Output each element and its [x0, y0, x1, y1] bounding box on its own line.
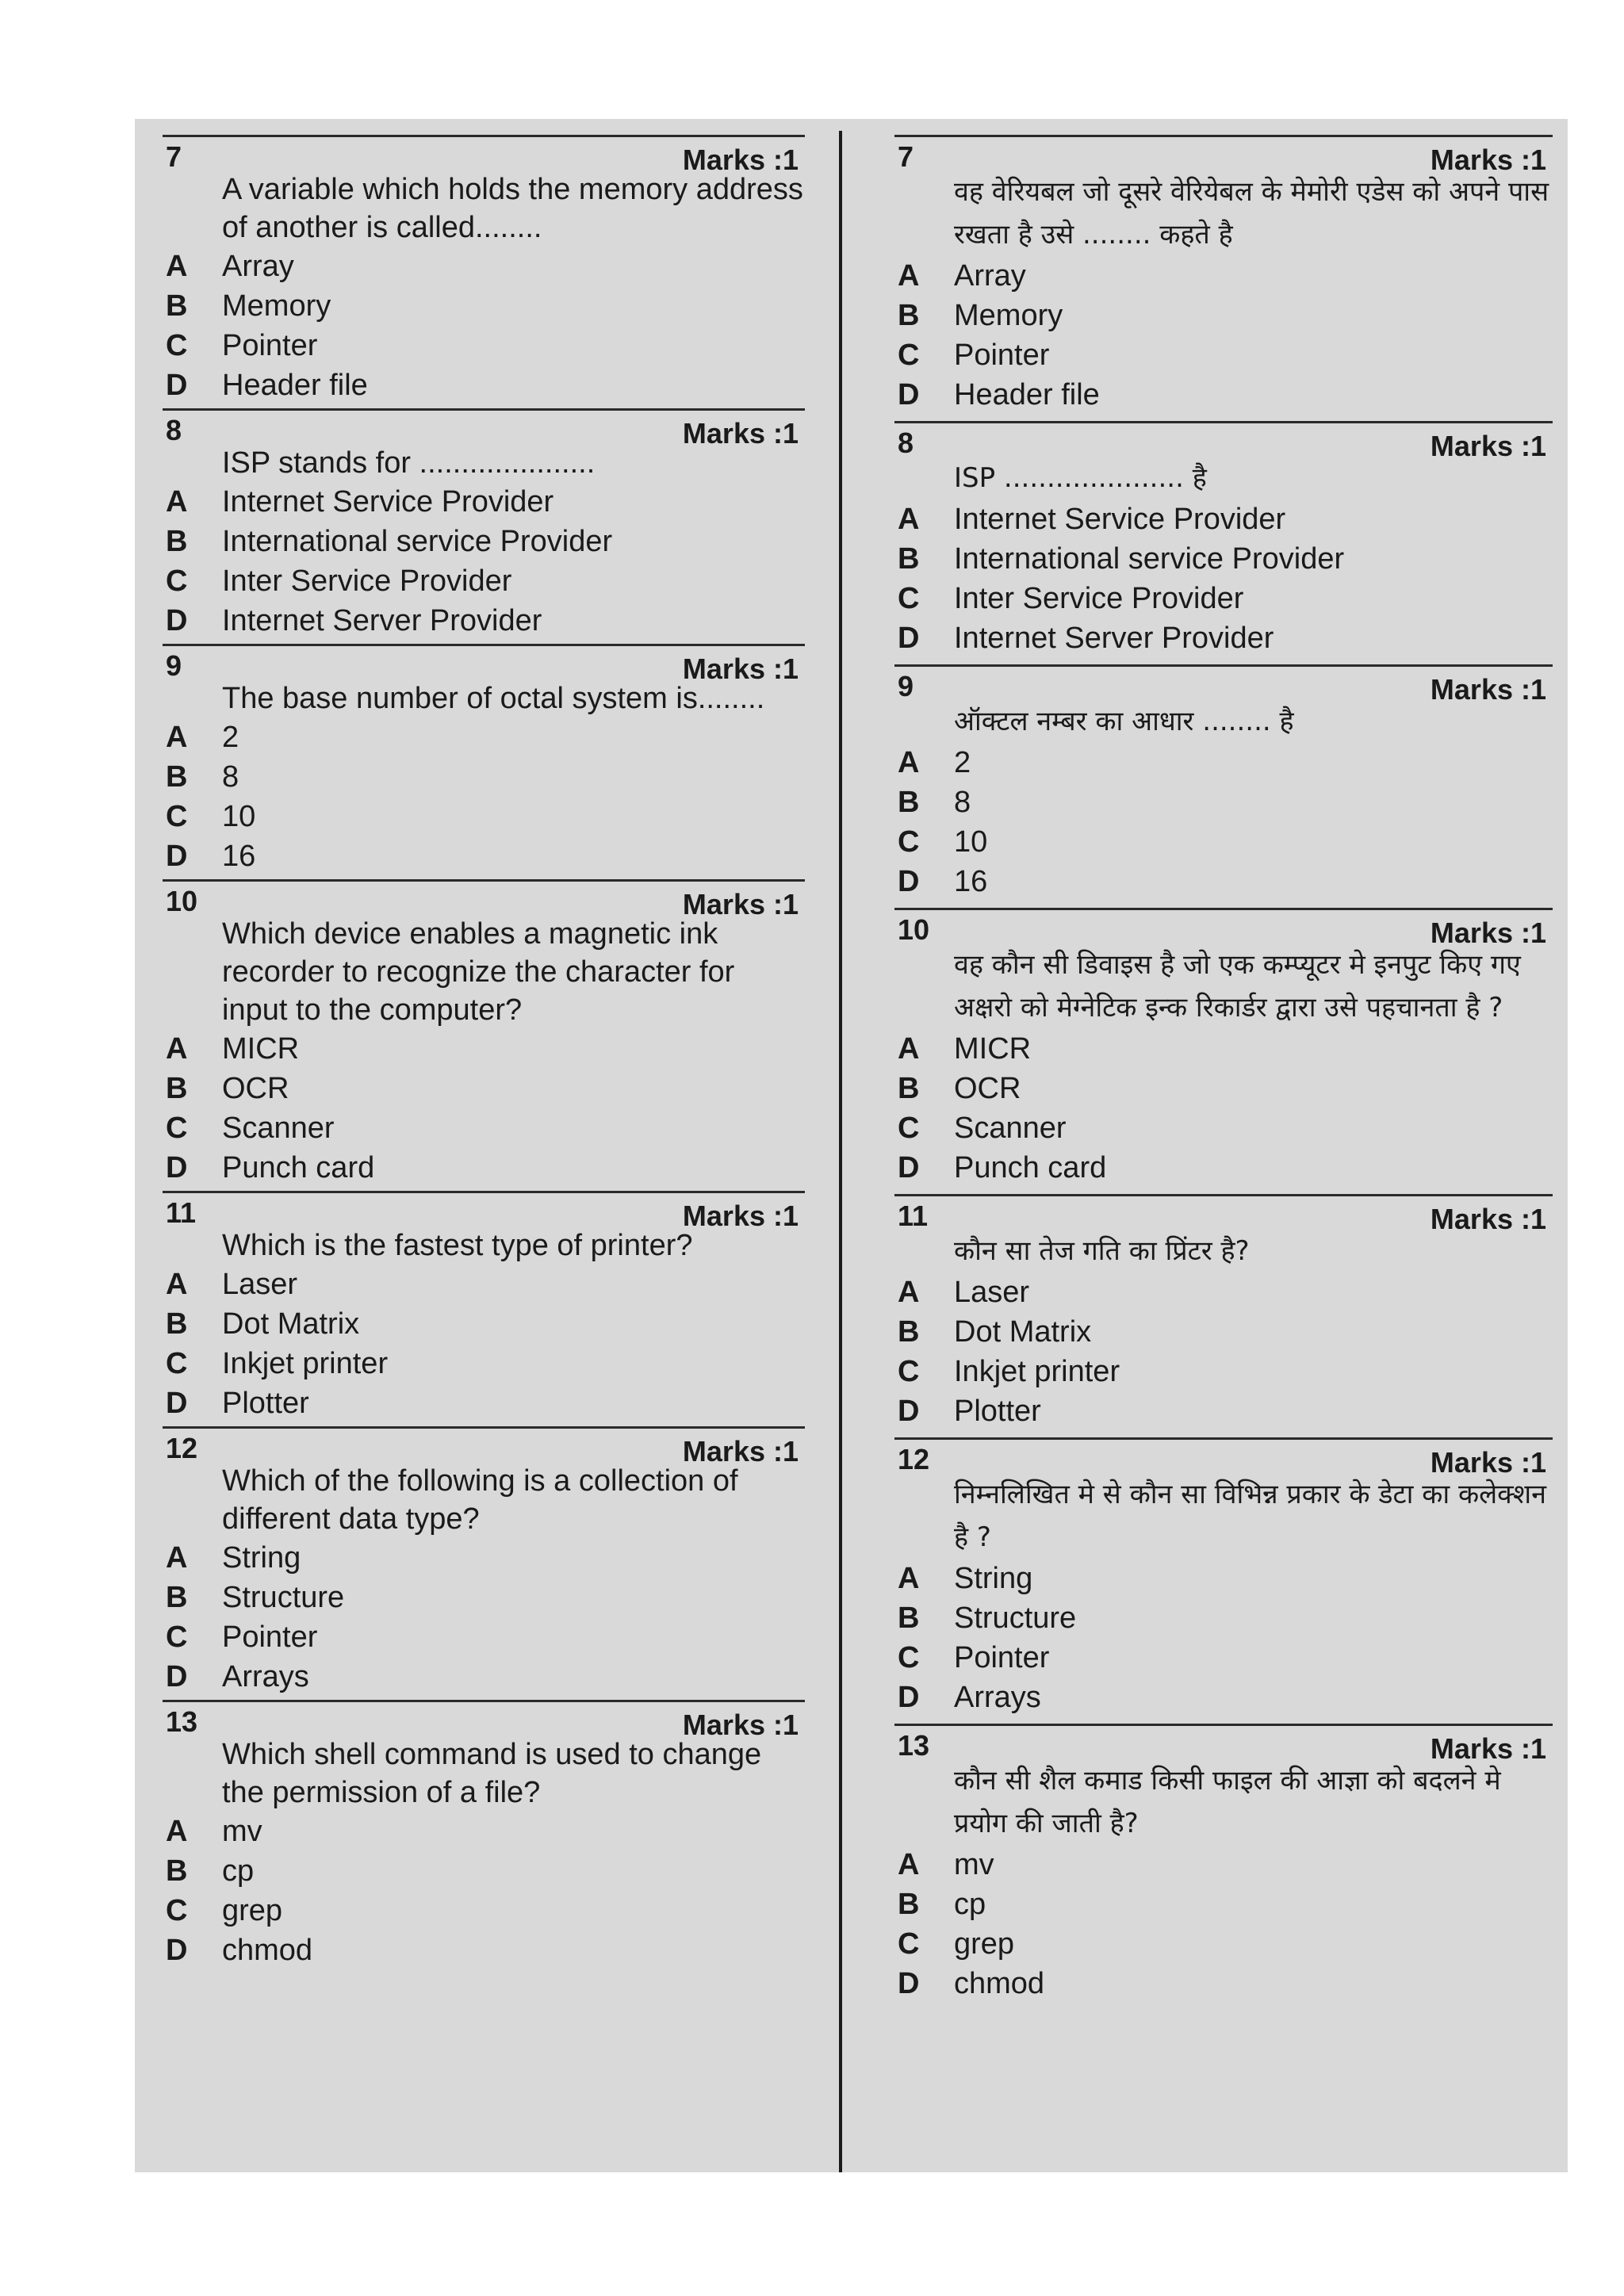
- option-a: [163, 482, 805, 522]
- option-text: Internet Server Provider: [954, 621, 1274, 655]
- question-number: 11: [898, 1200, 929, 1232]
- option-b: [163, 1578, 805, 1617]
- option-letter: C: [166, 1893, 188, 1927]
- option-a: [163, 1538, 805, 1578]
- question-number: 9: [898, 670, 914, 702]
- option-d: [163, 1657, 805, 1697]
- option-letter: D: [166, 368, 188, 402]
- option-text: String: [954, 1561, 1033, 1595]
- option-text: Inter Service Provider: [954, 581, 1244, 615]
- option-text: 10: [954, 825, 988, 859]
- option-c: [163, 1344, 805, 1383]
- question-number: 12: [898, 1443, 930, 1475]
- option-b: [894, 1069, 1553, 1108]
- question-text: कौन सी शैल कमाड किसी फाइल की आज्ञा को बदलने मे प्रयोग की जाती है?: [954, 1765, 1501, 1839]
- option-letter: D: [898, 621, 920, 655]
- option-letter: B: [898, 1071, 920, 1105]
- option-a: [894, 1559, 1553, 1598]
- option-text: Laser: [954, 1275, 1030, 1309]
- option-c: [163, 326, 805, 365]
- option-letter: C: [898, 581, 920, 615]
- option-text: Inkjet printer: [222, 1346, 389, 1380]
- option-letter: D: [898, 1394, 920, 1428]
- option-text: Header file: [954, 377, 1100, 411]
- option-letter: A: [898, 502, 920, 536]
- option-b: [163, 1069, 805, 1108]
- option-letter: C: [166, 564, 188, 598]
- option-text: cp: [222, 1854, 255, 1888]
- option-letter: B: [898, 785, 920, 819]
- question-number: 10: [166, 885, 198, 917]
- option-text: Plotter: [222, 1386, 309, 1420]
- option-text: MICR: [222, 1031, 300, 1066]
- option-letter: A: [898, 1275, 920, 1309]
- question-marks: Marks :1: [1430, 916, 1546, 949]
- option-letter: B: [898, 1314, 920, 1349]
- option-b: [894, 1598, 1553, 1638]
- option-text: String: [222, 1540, 301, 1575]
- question-13: [163, 1700, 805, 1970]
- option-d: [894, 375, 1553, 415]
- option-text: Scanner: [222, 1111, 335, 1145]
- question-7: [163, 135, 805, 408]
- option-text: Array: [222, 249, 294, 283]
- option-letter: A: [898, 258, 920, 293]
- option-text: Punch card: [954, 1150, 1107, 1184]
- option-letter: C: [898, 1640, 920, 1674]
- option-b: [163, 522, 805, 561]
- option-letter: B: [166, 1071, 188, 1105]
- question-marks: Marks :1: [1430, 430, 1546, 462]
- option-text: chmod: [954, 1966, 1045, 2000]
- option-text: Array: [954, 258, 1026, 293]
- option-letter: C: [898, 1354, 920, 1388]
- option-a: [894, 1845, 1553, 1885]
- option-letter: C: [898, 338, 920, 372]
- option-text: Inter Service Provider: [222, 564, 512, 598]
- option-letter: D: [898, 1680, 920, 1714]
- option-d: [894, 1148, 1553, 1188]
- option-d: [894, 1964, 1553, 2003]
- option-text: chmod: [222, 1933, 313, 1967]
- option-letter: B: [166, 289, 188, 323]
- option-d: [163, 1931, 805, 1970]
- question-marks: Marks :1: [1430, 1203, 1546, 1235]
- option-letter: A: [166, 1267, 188, 1301]
- option-b: [163, 757, 805, 797]
- question-number: 7: [898, 140, 914, 173]
- question-marks: Marks :1: [682, 1435, 799, 1468]
- option-text: International service Provider: [222, 524, 613, 558]
- question-marks: Marks :1: [682, 1709, 799, 1741]
- option-letter: A: [166, 720, 188, 754]
- question-marks: Marks :1: [682, 652, 799, 685]
- option-letter: B: [898, 541, 920, 576]
- option-c: [894, 579, 1553, 618]
- option-a: [894, 499, 1553, 539]
- option-b: [894, 783, 1553, 822]
- option-text: cp: [954, 1887, 986, 1921]
- question-marks: Marks :1: [682, 144, 799, 176]
- option-letter: D: [166, 1386, 188, 1420]
- option-text: Inkjet printer: [954, 1354, 1120, 1388]
- option-d: [894, 1391, 1553, 1431]
- option-text: Memory: [954, 298, 1063, 332]
- option-a: [163, 718, 805, 757]
- option-text: Internet Service Provider: [954, 502, 1286, 536]
- option-letter: D: [898, 377, 920, 411]
- option-letter: C: [166, 1346, 188, 1380]
- option-d: [163, 601, 805, 641]
- option-text: Internet Service Provider: [222, 484, 554, 519]
- question-9: [163, 644, 805, 879]
- option-text: 10: [222, 799, 256, 833]
- option-b: [894, 296, 1553, 335]
- option-text: Scanner: [954, 1111, 1067, 1145]
- option-letter: B: [898, 298, 920, 332]
- question-number: 12: [166, 1432, 198, 1464]
- option-letter: C: [166, 1620, 188, 1654]
- option-text: 2: [954, 745, 971, 779]
- question-marks: Marks :1: [682, 417, 799, 450]
- option-c: [894, 822, 1553, 862]
- option-text: MICR: [954, 1031, 1032, 1066]
- option-letter: D: [166, 839, 188, 873]
- question-text: The base number of octal system is........: [222, 682, 765, 715]
- option-text: International service Provider: [954, 541, 1345, 576]
- option-b: [894, 1885, 1553, 1924]
- question-number: 9: [166, 649, 182, 682]
- option-letter: D: [898, 1966, 920, 2000]
- option-text: mv: [222, 1814, 262, 1848]
- question-text: Which is the fastest type of printer?: [222, 1229, 693, 1262]
- option-c: [894, 335, 1553, 375]
- question-10: [894, 908, 1553, 1194]
- option-d: [163, 1383, 805, 1423]
- question-11: [163, 1191, 805, 1426]
- question-12: [163, 1426, 805, 1700]
- question-12: [894, 1437, 1553, 1724]
- question-number: 13: [898, 1729, 930, 1762]
- option-text: 16: [954, 864, 988, 898]
- question-text: ऑक्टल नम्बर का आधार ........ है: [954, 706, 1294, 737]
- option-text: Dot Matrix: [222, 1307, 360, 1341]
- option-b: [894, 1312, 1553, 1352]
- option-letter: A: [898, 1847, 920, 1881]
- question-text: Which of the following is a collection of different data type?: [222, 1464, 738, 1536]
- option-c: [163, 797, 805, 836]
- option-letter: B: [166, 524, 188, 558]
- question-text: ISP ..................... है: [954, 462, 1207, 494]
- question-number: 13: [166, 1705, 198, 1738]
- option-text: Pointer: [222, 328, 318, 362]
- option-letter: C: [898, 1927, 920, 1961]
- question-8: [894, 421, 1553, 664]
- option-letter: A: [166, 484, 188, 519]
- option-c: [163, 1891, 805, 1931]
- question-text: वह वेरियबल जो दूसरे वेरियेबल के मेमोरी एडेस को अपने पास रखता है उसे ........ कहते है: [954, 176, 1549, 251]
- option-letter: B: [166, 1580, 188, 1614]
- option-letter: D: [166, 1659, 188, 1693]
- option-letter: D: [898, 864, 920, 898]
- question-marks: Marks :1: [1430, 1732, 1546, 1765]
- option-a: [894, 256, 1553, 296]
- option-text: 2: [222, 720, 239, 754]
- option-c: [163, 1617, 805, 1657]
- option-letter: C: [898, 1111, 920, 1145]
- option-text: Pointer: [954, 338, 1050, 372]
- option-c: [894, 1924, 1553, 1964]
- option-a: [894, 1029, 1553, 1069]
- option-text: Laser: [222, 1267, 298, 1301]
- option-letter: A: [166, 1814, 188, 1848]
- option-letter: C: [898, 825, 920, 859]
- option-c: [163, 1108, 805, 1148]
- question-text: वह कौन सी डिवाइस है जो एक कम्प्यूटर मे इनपुट किए गए अक्षरो को मेग्नेटिक इन्क रिकार्डर द्वारा उसे पहचानता है ?: [954, 949, 1521, 1024]
- option-text: 16: [222, 839, 256, 873]
- option-d: [894, 618, 1553, 658]
- question-11: [894, 1194, 1553, 1437]
- option-a: [894, 743, 1553, 783]
- option-b: [894, 539, 1553, 579]
- hindi-column: [894, 135, 1553, 2003]
- option-letter: B: [166, 1854, 188, 1888]
- question-marks: Marks :1: [1430, 144, 1546, 176]
- option-text: grep: [222, 1893, 283, 1927]
- option-letter: A: [898, 745, 920, 779]
- option-a: [163, 1029, 805, 1069]
- option-a: [163, 1812, 805, 1851]
- option-d: [894, 862, 1553, 901]
- option-text: OCR: [954, 1071, 1021, 1105]
- question-10: [163, 879, 805, 1191]
- option-letter: C: [166, 1111, 188, 1145]
- question-number: 10: [898, 913, 930, 946]
- option-letter: D: [166, 1150, 188, 1184]
- question-marks: Marks :1: [682, 1200, 799, 1232]
- option-b: [163, 286, 805, 326]
- option-text: Arrays: [954, 1680, 1041, 1714]
- option-text: grep: [954, 1927, 1015, 1961]
- question-marks: Marks :1: [1430, 1446, 1546, 1479]
- question-13: [894, 1724, 1553, 2003]
- option-text: Pointer: [222, 1620, 318, 1654]
- option-text: Header file: [222, 368, 368, 402]
- option-text: Structure: [954, 1601, 1077, 1635]
- option-letter: C: [166, 799, 188, 833]
- question-text: Which shell command is used to change the permission of a file?: [222, 1738, 762, 1809]
- option-letter: D: [166, 1933, 188, 1967]
- option-text: OCR: [222, 1071, 289, 1105]
- option-text: Arrays: [222, 1659, 309, 1693]
- option-text: Dot Matrix: [954, 1314, 1092, 1349]
- option-a: [894, 1272, 1553, 1312]
- question-number: 11: [166, 1196, 197, 1229]
- question-number: 8: [166, 414, 182, 446]
- question-text: ISP stands for .....................: [222, 446, 596, 480]
- question-marks: Marks :1: [682, 888, 799, 920]
- option-c: [894, 1638, 1553, 1678]
- question-text: निम्नलिखित मे से कौन सा विभिन्न प्रकार के डेटा का कलेक्शन है ?: [954, 1479, 1546, 1553]
- option-letter: B: [166, 1307, 188, 1341]
- option-letter: C: [166, 328, 188, 362]
- option-letter: B: [166, 760, 188, 794]
- option-text: Punch card: [222, 1150, 375, 1184]
- option-b: [163, 1851, 805, 1891]
- option-d: [894, 1678, 1553, 1717]
- option-c: [894, 1352, 1553, 1391]
- option-letter: A: [166, 1540, 188, 1575]
- question-9: [894, 664, 1553, 908]
- question-7: [894, 135, 1553, 421]
- column-divider: [839, 131, 842, 2172]
- question-text: Which device enables a magnetic ink recorder to recognize the character for input to the computer?: [222, 917, 735, 1027]
- option-text: Memory: [222, 289, 331, 323]
- option-letter: D: [898, 1150, 920, 1184]
- option-b: [163, 1304, 805, 1344]
- option-d: [163, 365, 805, 405]
- option-letter: A: [898, 1031, 920, 1066]
- option-text: Structure: [222, 1580, 345, 1614]
- option-text: mv: [954, 1847, 994, 1881]
- option-c: [894, 1108, 1553, 1148]
- option-letter: B: [898, 1887, 920, 1921]
- option-text: Pointer: [954, 1640, 1050, 1674]
- option-c: [163, 561, 805, 601]
- option-text: Plotter: [954, 1394, 1041, 1428]
- option-letter: A: [166, 1031, 188, 1066]
- option-letter: B: [898, 1601, 920, 1635]
- question-text: A variable which holds the memory address of another is called........: [222, 173, 803, 244]
- english-column: [163, 135, 805, 1970]
- option-text: Internet Server Provider: [222, 603, 542, 637]
- option-text: 8: [222, 760, 239, 794]
- question-number: 8: [898, 427, 914, 459]
- option-a: [163, 1265, 805, 1304]
- question-text: कौन सा तेज गति का प्रिंटर है?: [954, 1235, 1250, 1267]
- option-text: 8: [954, 785, 971, 819]
- option-d: [163, 836, 805, 876]
- question-8: [163, 408, 805, 644]
- question-number: 7: [166, 140, 182, 173]
- option-a: [163, 247, 805, 286]
- option-letter: A: [898, 1561, 920, 1595]
- option-letter: A: [166, 249, 188, 283]
- option-d: [163, 1148, 805, 1188]
- option-letter: D: [166, 603, 188, 637]
- question-marks: Marks :1: [1430, 673, 1546, 706]
